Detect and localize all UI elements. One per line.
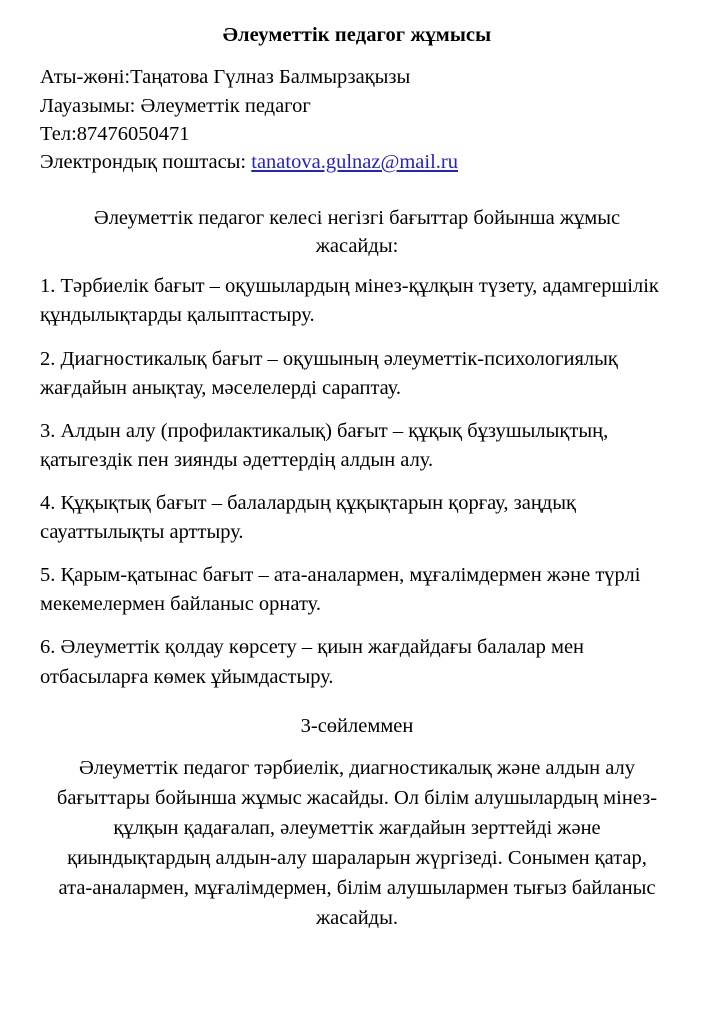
list-item: 6. Әлеуметтік қолдау көрсету – қиын жағдайдағы балалар мен отбасыларға көмек ұйымдастыру. xyxy=(40,636,585,688)
list-item: 5. Қарым-қатынас бағыт – ата-аналармен, мұғалімдермен және түрлі мекемелермен байланыс орнату. xyxy=(40,564,641,616)
list-item: 2. Диагностикалық бағыт – оқушының әлеуметтік-психологиялық жағдайын анықтау, мәселелерді сараптау. xyxy=(40,347,618,399)
list-item: 1. Тәрбиелік бағыт – оқушылардың мінез-құлқын түзету, адамгершілік құндылықтарды қалыптастыру. xyxy=(40,275,659,327)
contact-phone-line: Тел:87476050471 xyxy=(40,122,190,145)
contact-name-line: Аты-жөні:Таңатова Гүлназ Балмырзақызы xyxy=(40,66,411,89)
email-label: Электрондық поштасы: xyxy=(40,150,252,173)
email-link[interactable]: tanatova.gulnaz@mail.ru xyxy=(251,150,458,173)
contact-email-line xyxy=(40,148,674,176)
list-item: 4. Құқықтық бағыт – балалардың құқықтарын қорғау, заңдық сауаттылықты арттыру. xyxy=(40,492,576,544)
summary-paragraph: Әлеуметтік педагог тәрбиелік, диагностикалық және алдын алу бағыттары бойынша жұмыс жасайды. Ол білім алушылардың мінез-құлқын қадағалап, әлеуметтік жағдайын зерттейді және қиындықтардың алдын-алу шараларын жүргізеді. Сонымен қатар, ата-аналармен, мұғалімдермен, білім алушылармен тығыз байланыс жасайды. xyxy=(56,756,658,929)
list-item: 3. Алдын алу (профилактикалық) бағыт – құқық бұзушылықтың, қатыгездік пен зиянды әдеттердің алдын алу. xyxy=(40,419,609,471)
page-title: Әлеуметтік педагог жұмысы xyxy=(222,24,492,46)
summary-subheading: 3-сөйлеммен xyxy=(300,714,414,737)
contact-info-block xyxy=(40,63,674,175)
contact-position-line: Лауазымы: Әлеуметтік педагог xyxy=(40,94,311,117)
section-heading: Әлеуметтік педагог келесі негізгі бағыттар бойынша жұмыс жасайды: xyxy=(93,206,621,258)
document-body xyxy=(40,22,674,933)
